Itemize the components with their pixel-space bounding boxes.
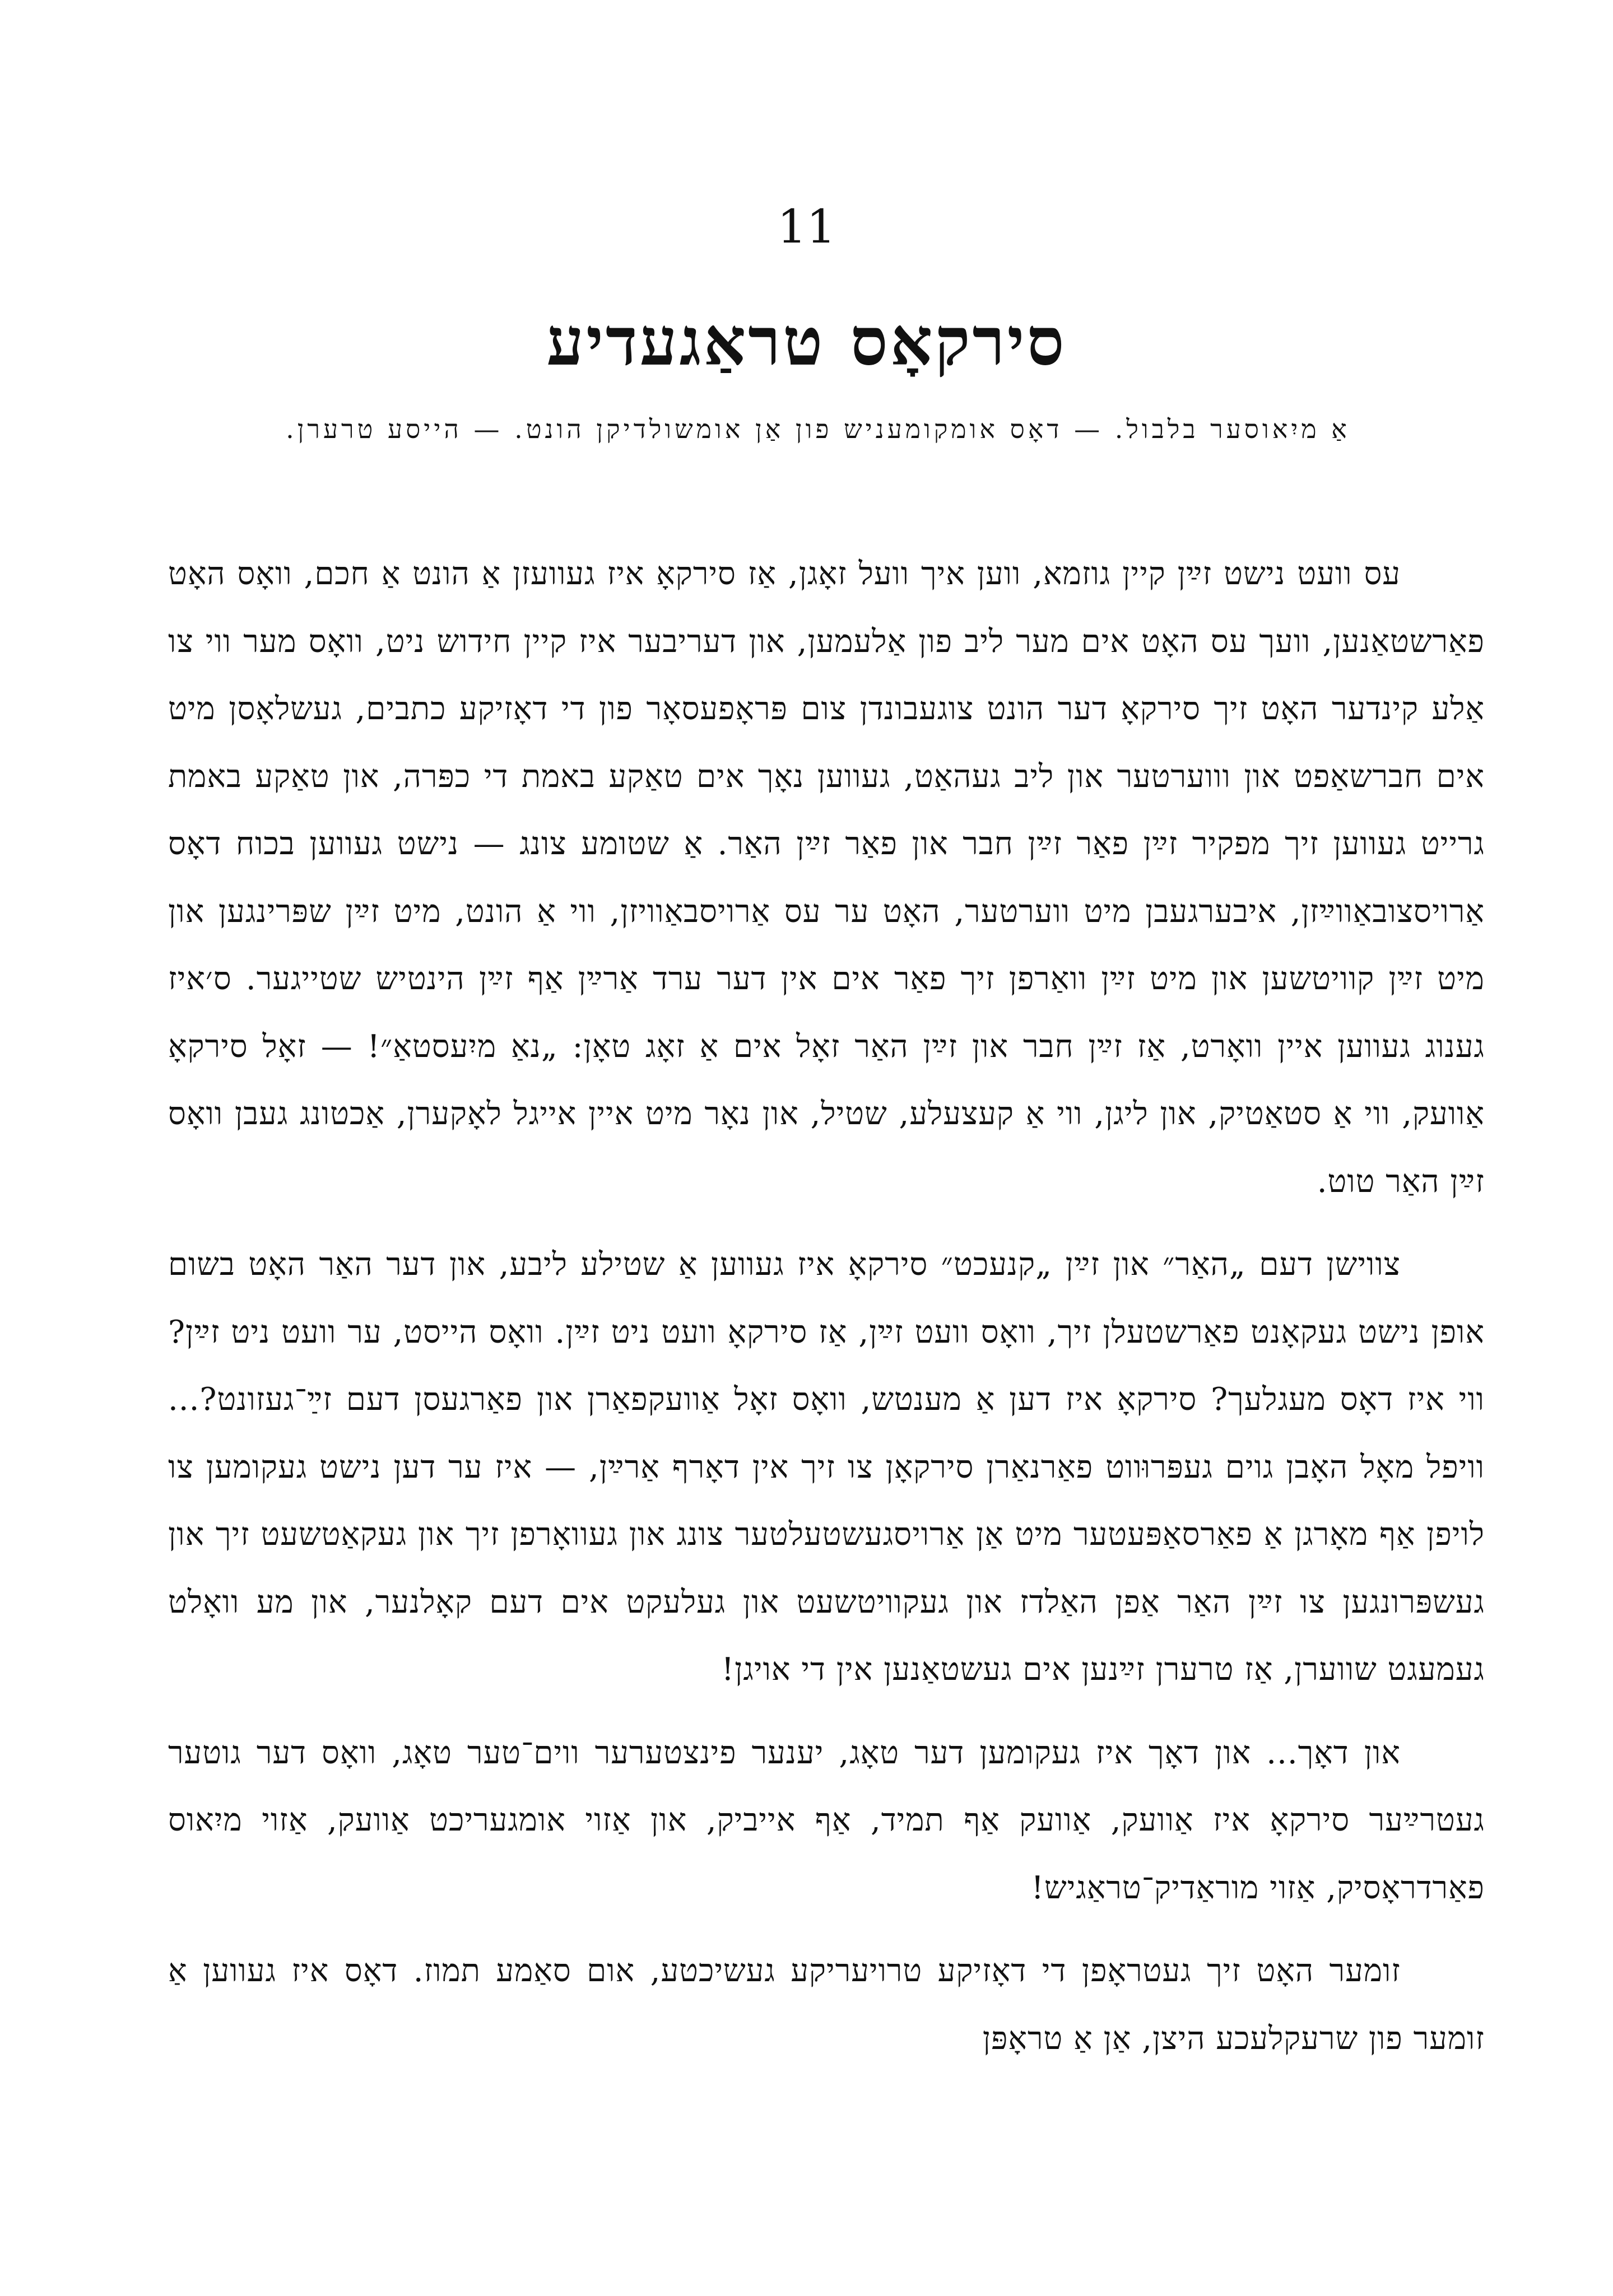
- paragraph: זומער האָט זיך געטראָפן די דאָזיקע טרויעריקע געשיכטע, אום סאַמע תמוז. דאָס איז געווען אַ זומער פון שרעקלעכע היצן, אַן אַ טראָפּן: [168, 1953, 1485, 2057]
- paragraph: צווישן דעם „האַר״ און זײַן „קנעכט״ סירקאָ איז געווען אַ שטילע ליבע, און דער האַר האָט בשום אופן נישט געקאָנט פאַרשטעלן זיך, וואָס וועט זײַן, אַז סירקאָ וועט ניט זײַן. וואָס הייסט, ער וועט ניט זײַן? ווי איז דאָס מעגלעך? סירקאָ איז דען אַ מענטש, וואָס זאָל אַוועקפאַרן און פאַרגעסן דעם זײַ־געזונט?... וויפל מאָל האָבן גוים געפּרוּווט פאַרנאַרן סירקאָן צו זיך אין דאָרף אַרײַן, — איז ער דען נישט געקומען צו לויפן אַף מאָרגן אַ פאַרסאַפּעטער מיט אַן אַרויסגעשטעלטער צונג און געוואָרפן זיך און געקאַטשעט זיך און געשפּרונגען צו זײַן האַר אַפן האַלדז און געקוויטשעט און געלעקט אים דעם קאָלנער, און מע וואָלט געמעגט שווערן, אַז טרערן זײַנען אים געשטאַנען אין די אויגן!: [168, 1246, 1485, 1688]
- body-text: [168, 541, 1485, 2088]
- chapter-title: סירקאָס טראַגעדיע: [546, 302, 1067, 380]
- paragraph: און דאָך... און דאָך איז געקומען דער טאָג, יענער פינצטערער ווים־טער טאָג, וואָס דער גוטער געטרײַער סירקאָ איז אַוועק, אַוועק אַף תמיד, אַף אייביק, און אַזוי אומגעריכט אַוועק, אַזוי מיִאוס פאַרדראָסיק, אַזוי מוראַדיק־טראַגיש!: [168, 1734, 1485, 1906]
- chapter-subtitle: אַ מיִאוסער בלבול. — דאָס אומקומעניש פון אַן אומשולדיקן הונט. — הייסע טרערן.: [286, 414, 1350, 444]
- paragraph: עס וועט נישט זײַן קיין גוזמא, ווען איך וועל זאָגן, אַז סירקאָ איז געוועזן אַ הונט אַ חכם, וואָס האָט פאַרשטאַנען, וועך עס האָט אים מער ליב פון אַלעמען, און דעריבער איז קיין חידוש ניט, וואָס מער ווי צו אַלע קינדער האָט זיך סירקאָ דער הונט צוגעבונדן צום פּראָפעסאָר פון די דאָזיקע כתבים, געשלאָסן מיט אים חברשאַפט און וווערטער און ליב געהאַט, געווען נאָך אים טאַקע באמת די כפּרה, און טאַקע באמת גרייט געווען זיך מפקיר זײַן פאַר זײַן חבר און פאַר זײַן האַר. אַ שטומע צונג — נישט געווען בכוח דאָס אַרויסצובאַווײַזן, איבערגעבן מיט ווערטער, האָט ער עס אַרויסבאַוויזן, ווי אַ הונט, מיט זײַן שפּרינגען און מיט זײַן קוויטשען און מיט זײַן וואַרפן זיך פאַר אים אין דער ערד אַרײַן אַף זײַן הינטיש שטייגער. ס׳איז גענוג געווען איין וואָרט, אַז זײַן חבר און זײַן האַר זאָל אים אַ זאָג טאָן: „נאַ מיִעסטאַ״! — זאָל סירקאָ אַוועק, ווי אַ סטאַטיק, און ליגן, ווי אַ קעצעלע, שטיל, און נאָר מיט איין אייגל לאָקערן, אַכטונג געבן וואָס זײַן האַר טוט.: [168, 556, 1485, 1200]
- page-number: 11: [777, 201, 836, 254]
